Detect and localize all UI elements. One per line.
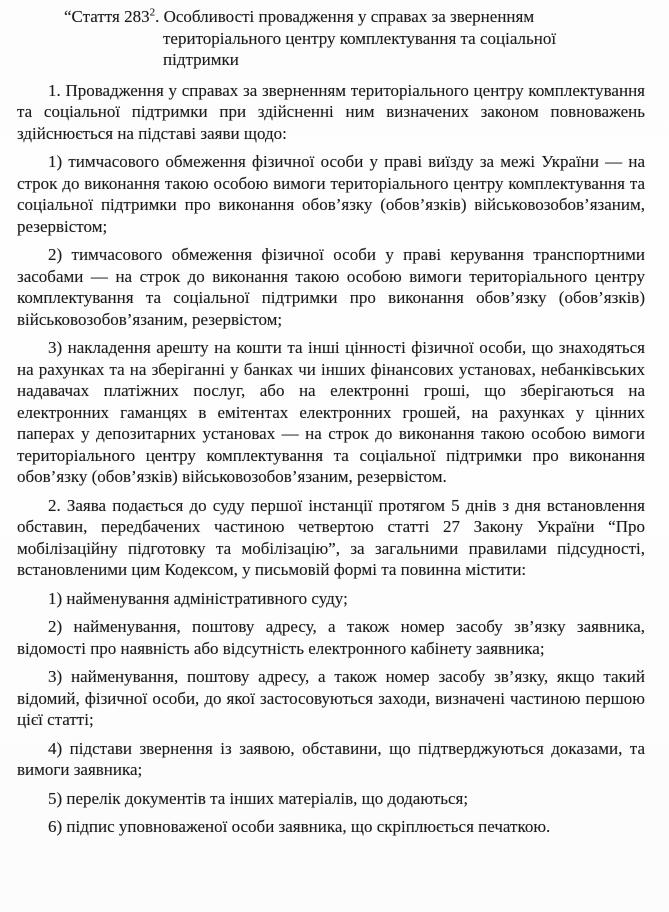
paragraph-item-1: 1) тимчасового обмеження фізичної особи у праві виїзду за межі України — на строк до виконання такою особою вимоги територіального центру комплектування та соціальної підтримки про виконання обов’язку (обов’язків) військовозобов’язаним, резервістом; bbox=[17, 152, 645, 236]
heading-line-3: підтримки bbox=[163, 50, 239, 69]
paragraph-part-2: 2. Заява подається до суду першої інстанції протягом 5 днів з дня встановлення обставин, передбачених частиною четвертою статті 27 Закону України “Про мобілізаційну підготовку та мобілізацію”, за загальними правилами підсудності, встановленими цим Кодексом, у письмовій формі та повинна містити: bbox=[17, 495, 645, 579]
heading-line-2: територіального центру комплектування та соціальної bbox=[163, 28, 557, 48]
paragraph-part2-item-2: 2) найменування, поштову адресу, а також номер засобу зв’язку заявника, відомості про наявність або відсутність електронного кабінету заявника; bbox=[17, 617, 645, 658]
article-number-text: “Стаття 283 bbox=[64, 7, 150, 26]
paragraph-part2-item-5: 5) перелік документів та інших матеріалів, що додаються; bbox=[48, 788, 469, 808]
article-heading bbox=[17, 6, 645, 71]
heading-line-1 bbox=[64, 6, 645, 28]
paragraph-part2-item-6: 6) підпис уповноваженої особи заявника, що скріплюється печаткою. bbox=[48, 817, 551, 836]
paragraph-item-2: 2) тимчасового обмеження фізичної особи у праві керування транспортними засобами — на строк до виконання такою особою вимоги територіального центру комплектування та соціальної підтримки про виконання обов’язку (обов’язків) військовозобов’язаним, резервістом; bbox=[17, 245, 645, 329]
article-number-superscript: 2 bbox=[149, 6, 156, 19]
heading-title-text: . Особливості провадження у справах за зверненням bbox=[155, 7, 535, 26]
paragraph-item-3: 3) накладення арешту на кошти та інші цінності фізичної особи, що знаходяться на рахунках та на зберіганні у банках чи інших фінансових установах, небанківських надавачах платіжних послуг, або на електронні гроші, що зберігаються на електронних гаманцях в емітентах електронних грошей, на рахунках у цінних паперах у депозитарних установах — на строк до виконання такою особою вимоги територіального центру комплектування та соціальної підтримки про виконання обов’язку (обов’язків) військовозобов’язаним, резервістом. bbox=[17, 338, 645, 486]
paragraph-part2-item-4: 4) підстави звернення із заявою, обставини, що підтверджуються доказами, та вимоги заявника; bbox=[17, 738, 645, 779]
paragraph-part-1: 1. Провадження у справах за зверненням територіального центру комплектування та соціальної підтримки при здійсненні ним визначених законом повноважень здійснюється на підставі заяви щодо: bbox=[17, 80, 645, 143]
paragraph-part2-item-3: 3) найменування, поштову адресу, а також номер засобу зв’язку, якщо такий відомий, фізичної особи, до якої застосовуються заходи, визначені частиною першою цієї статті; bbox=[17, 667, 645, 729]
paragraph-part2-item-1: 1) найменування адміністративного суду; bbox=[48, 588, 348, 608]
